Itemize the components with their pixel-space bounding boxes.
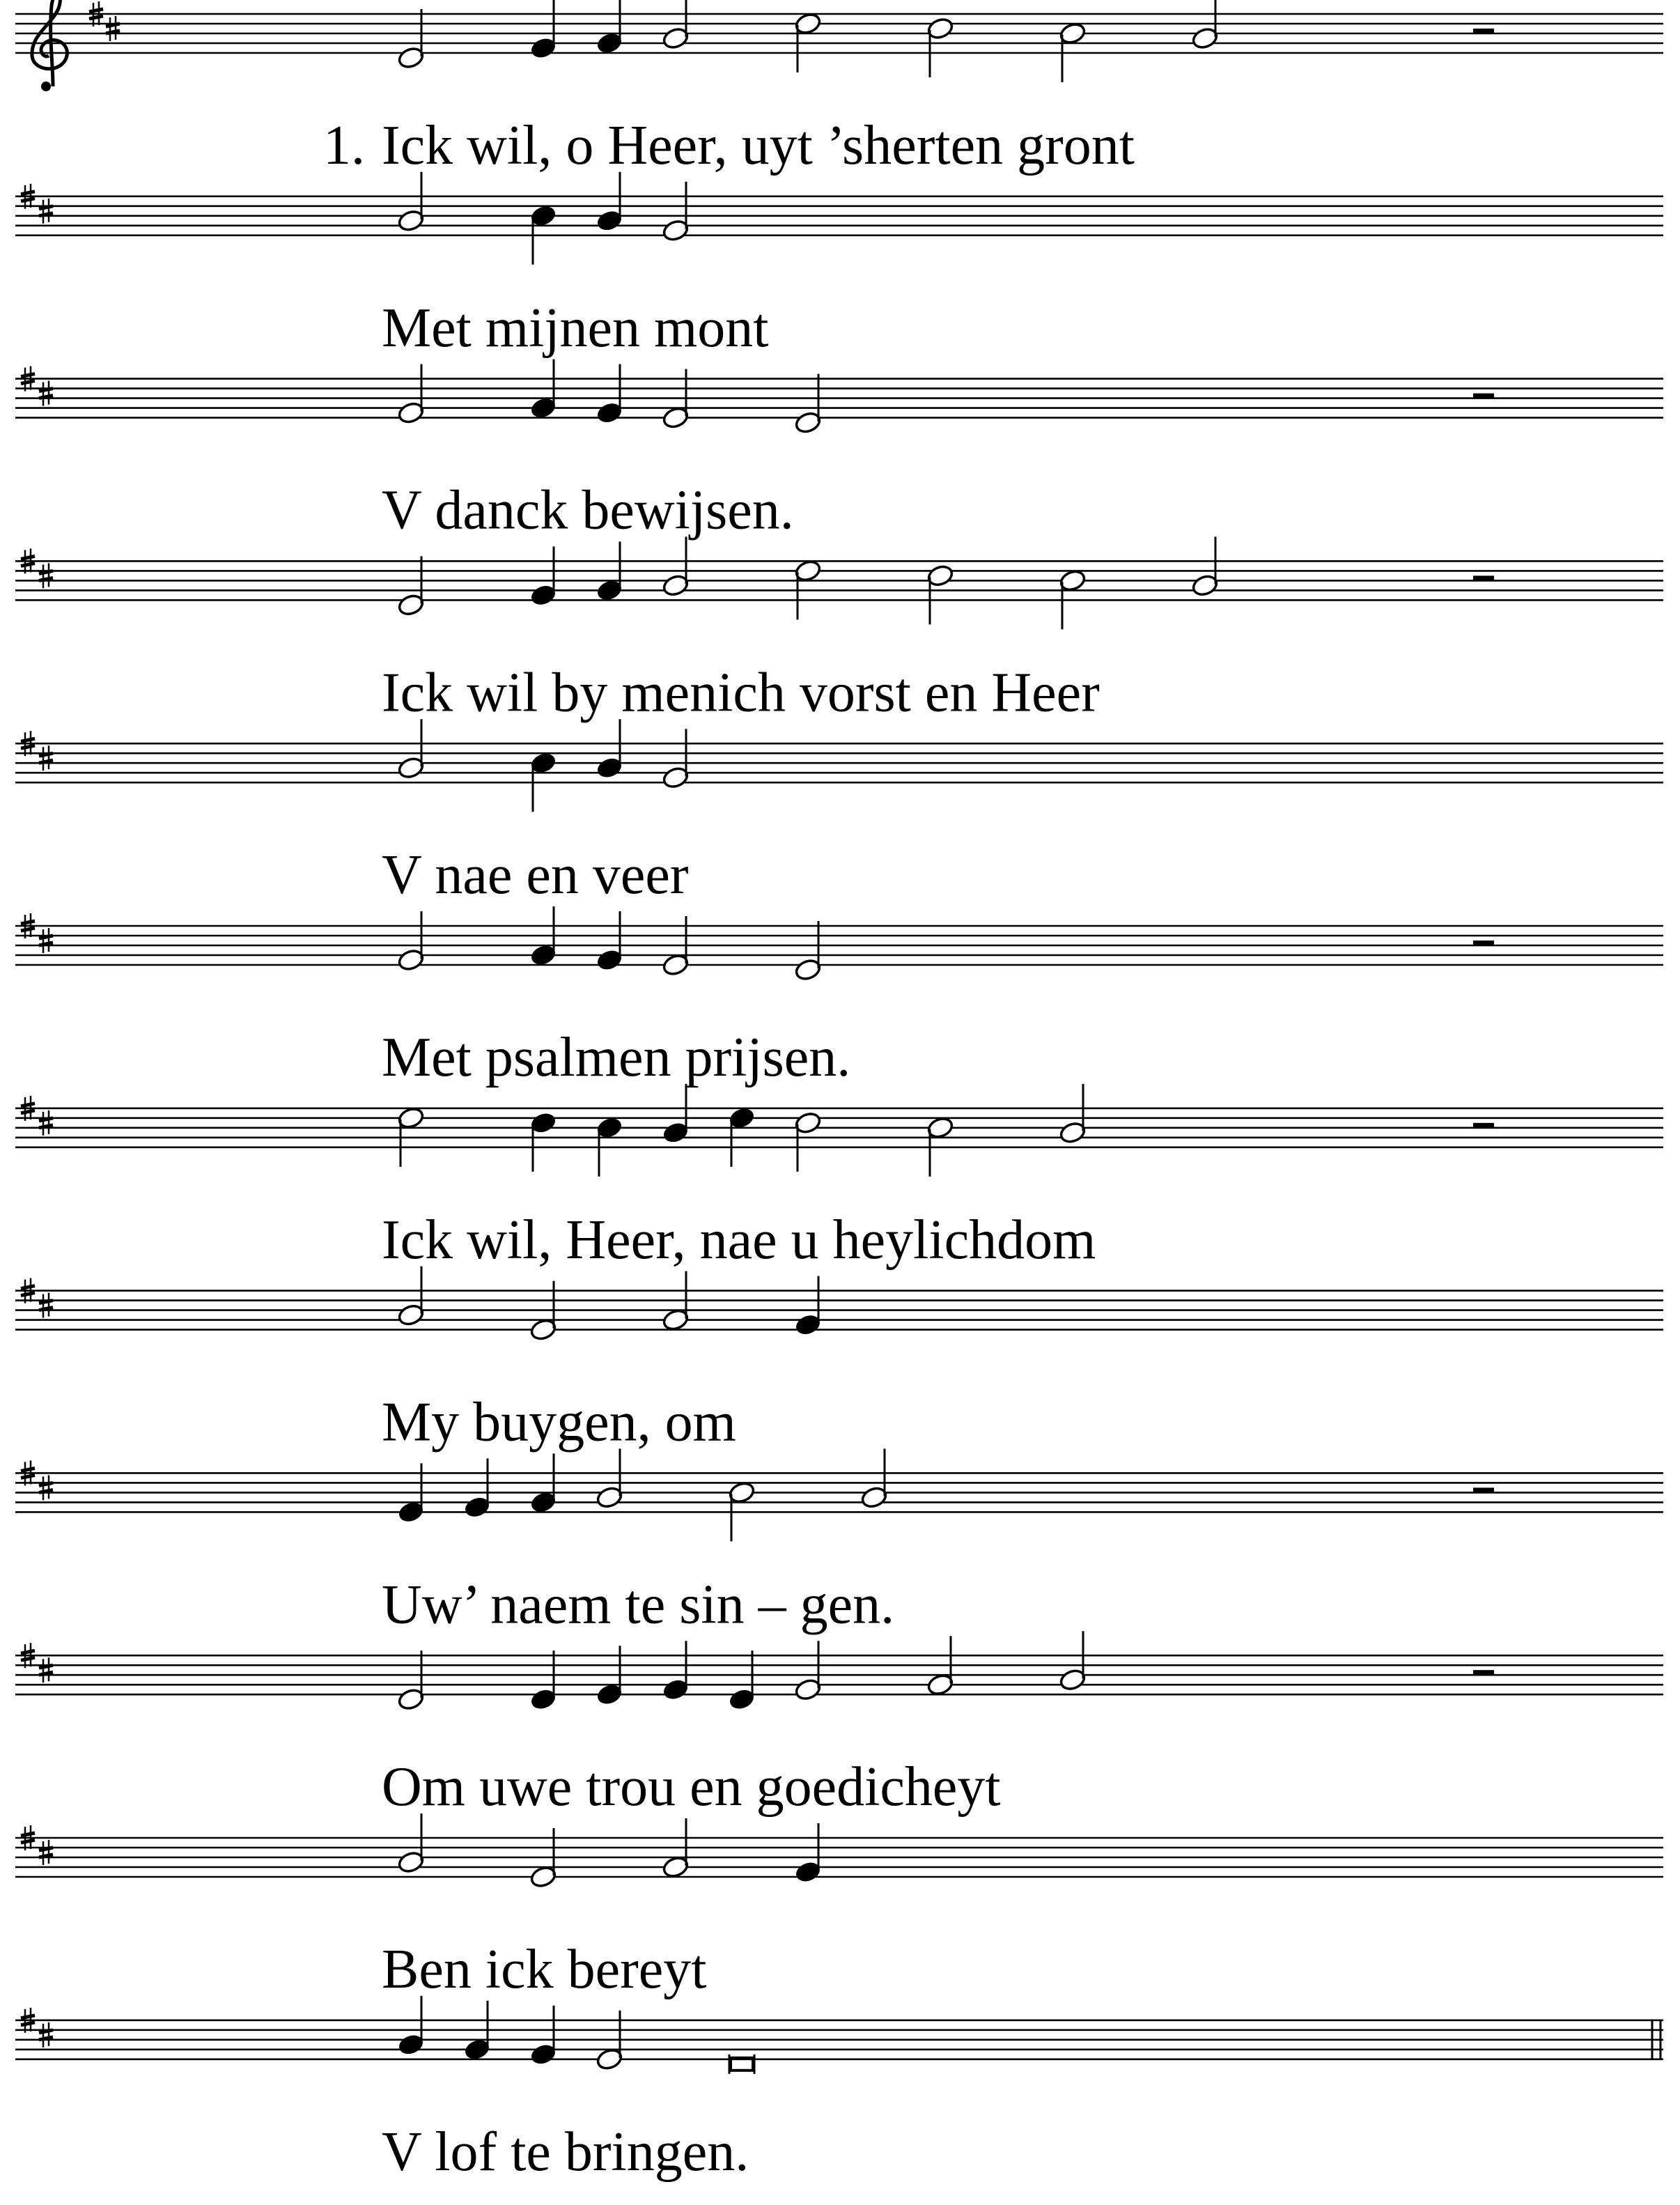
note [596, 364, 624, 425]
note [596, 719, 624, 780]
sharp-bar [21, 192, 35, 194]
note [529, 359, 558, 420]
lyric-line: Om uwe trou en goedicheyt [382, 1756, 1001, 1818]
sharp-bar [21, 1657, 35, 1660]
note [529, 1453, 558, 1514]
lyric-line: Met mijnen mont [382, 297, 769, 359]
staff-system [15, 906, 1663, 1088]
note [397, 9, 426, 70]
sharp-bar [21, 199, 35, 201]
staff-system [15, 1813, 1663, 2000]
note [794, 1641, 823, 1701]
sharp-bar [21, 374, 35, 377]
note [794, 1823, 823, 1884]
lyric-line: V danck bewijsen. [382, 479, 794, 541]
sharp-c-icon [106, 16, 120, 41]
sharp-c-icon [39, 2022, 53, 2048]
note [926, 1115, 955, 1176]
note [529, 2006, 558, 2066]
note [1059, 1084, 1087, 1145]
staff-system [15, 172, 1663, 359]
note [662, 729, 690, 789]
note [926, 1636, 955, 1696]
sharp-c-icon [39, 381, 53, 406]
half-rest [1473, 29, 1494, 34]
note [1059, 22, 1087, 82]
note [596, 911, 624, 972]
note [662, 1271, 690, 1332]
staff-system [15, 1631, 1663, 1818]
sharp-bar [21, 928, 35, 931]
note [529, 0, 558, 60]
note [529, 906, 558, 967]
verse-number: 1. [323, 115, 365, 176]
sharp-c-icon [39, 928, 53, 953]
sharp-bar [89, 16, 103, 19]
note [529, 1111, 558, 1171]
note [596, 541, 624, 602]
sharp-bar [21, 745, 35, 748]
staff-system [15, 536, 1663, 723]
staff-system [15, 1448, 1663, 1635]
sharp-c-icon [39, 1475, 53, 1500]
sharp-bar [21, 1111, 35, 1113]
half-rest [1473, 1487, 1494, 1493]
lyric-line: V lof te bringen. [382, 2121, 749, 2183]
sharp-bar [21, 1104, 35, 1106]
sharp-c-icon [39, 1111, 53, 1136]
note [397, 1996, 426, 2057]
note [529, 203, 558, 264]
lyric-line: Ick wil, Heer, nae u heylichdom [382, 1209, 1096, 1271]
note [397, 1267, 426, 1327]
clef-tail-dot [41, 82, 51, 91]
sharp-bar [21, 381, 35, 384]
sharp-bar [21, 1650, 35, 1653]
staff-system [15, 1267, 1663, 1453]
note [529, 1650, 558, 1711]
half-rest [1473, 575, 1494, 581]
sharp-bar [21, 2022, 35, 2025]
sharp-bar [21, 921, 35, 924]
note [926, 564, 955, 624]
note [794, 921, 823, 982]
staff-system [15, 1996, 1663, 2183]
note [596, 0, 624, 55]
note [397, 911, 426, 972]
note [397, 1650, 426, 1711]
note [463, 2001, 492, 2061]
note [662, 182, 690, 242]
note [397, 172, 426, 233]
note [463, 1458, 492, 1519]
sharp-bar [21, 1475, 35, 1478]
staff-system [15, 719, 1663, 906]
note [662, 536, 690, 597]
lyric-line: Ben ick bereyt [382, 1939, 707, 2000]
note [1191, 536, 1220, 597]
sharp-bar [21, 563, 35, 566]
note [794, 1276, 823, 1337]
note [728, 1480, 756, 1541]
staff-system [15, 1084, 1663, 1271]
note [1059, 568, 1087, 629]
note [596, 172, 624, 233]
note [794, 1111, 823, 1171]
note [596, 1448, 624, 1509]
note [529, 751, 558, 812]
note [662, 1641, 690, 1701]
lyric-line: Ick wil, o Heer, uyt ’sherten gront [382, 115, 1135, 176]
note [662, 1818, 690, 1879]
note [397, 1813, 426, 1874]
note [397, 556, 426, 617]
note [397, 364, 426, 425]
lyric-line: V nae en veer [382, 844, 689, 906]
note [860, 1448, 889, 1509]
note [596, 1115, 624, 1176]
note [794, 12, 823, 72]
staff-system [15, 0, 1663, 176]
sharp-c-icon [39, 1657, 53, 1682]
sharp-bar [21, 2016, 35, 2018]
lyric-line: My buygen, om [382, 1391, 736, 1453]
sharp-c-icon [39, 745, 53, 771]
sharp-bar [21, 1286, 35, 1289]
sharp-c-icon [39, 563, 53, 588]
staff-system [15, 359, 1663, 541]
sharp-c-icon [39, 199, 53, 224]
lyric-line: Ick wil by menich vorst en Heer [382, 662, 1100, 724]
lyric-line: Met psalmen prijsen. [382, 1027, 851, 1088]
note [794, 374, 823, 435]
note [662, 1084, 690, 1145]
sharp-bar [21, 556, 35, 559]
note [728, 1650, 756, 1711]
note [397, 719, 426, 780]
note [729, 2055, 754, 2074]
sharp-bar [21, 1833, 35, 1836]
half-rest [1473, 1123, 1494, 1129]
lyric-line: Uw’ naem te sin – gen. [382, 1574, 895, 1636]
note [1059, 1631, 1087, 1692]
sharp-c-icon [39, 1840, 53, 1865]
note [529, 546, 558, 607]
note [794, 559, 823, 619]
sharp-bar [21, 1840, 35, 1843]
note [397, 1106, 426, 1166]
half-rest [1473, 394, 1494, 399]
half-rest [1473, 1670, 1494, 1676]
sharp-c-icon [39, 1293, 53, 1318]
sharp-bar [21, 1293, 35, 1296]
sharp-bar [21, 1468, 35, 1471]
sharp-bar [21, 738, 35, 741]
note [926, 17, 955, 77]
note [728, 1106, 756, 1166]
half-rest [1473, 941, 1494, 946]
sharp-bar [89, 9, 103, 12]
